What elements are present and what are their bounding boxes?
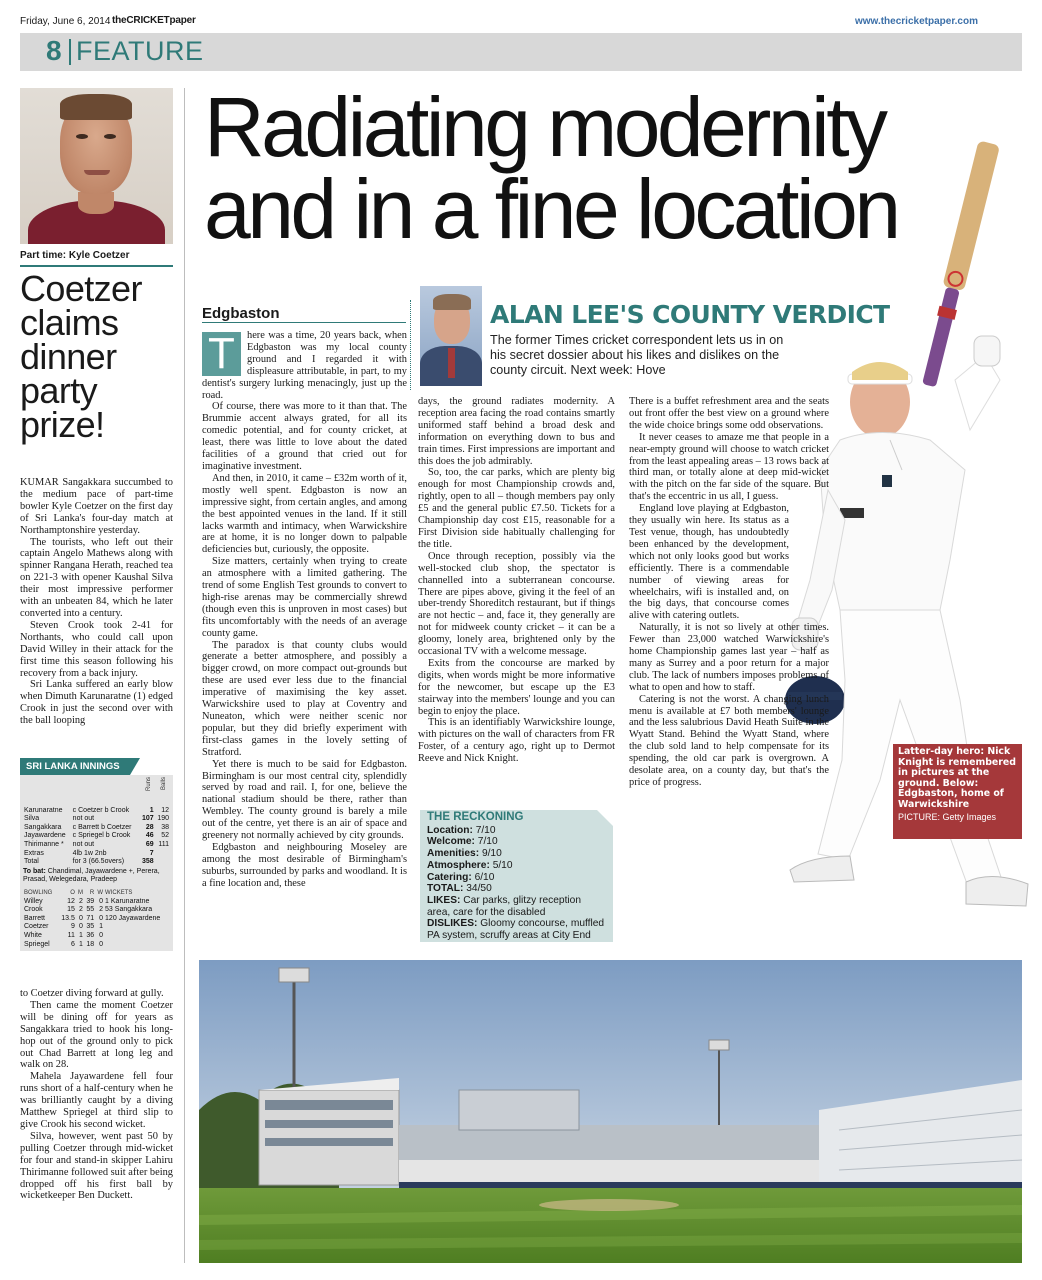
paragraph: to Coetzer diving forward at gully.	[20, 988, 164, 999]
paragraph: Size matters, certainly when trying to create an atmosphere with a limited gathering. The trend of some English Test grounds to convert to high-rise arenas may be commercially shrewd (though even this is unproven in most cases) but fits uncomfortably with the needs of an average county game.	[202, 556, 407, 639]
rating-label: Location:	[427, 824, 473, 836]
bowling-header: WICKETS	[105, 889, 133, 896]
batting-row	[23, 850, 170, 859]
paragraph: The paradox is that county clubs would generate a better atmosphere, and possibly a bigger crowd, on more compact out-grounds but these are used ever less due to the financial imperative of maximising the key asset. Warwickshire used to play at Coventry and Nuneaton, which were neither scenic nor popular, but they did briefly experiment with first-class games in the lovely setting of Stratford.	[202, 639, 407, 758]
section-name: FEATURE	[76, 36, 204, 66]
hero-caption-text: Latter-day hero: Nick Knight is remembered in pictures at the ground. Below: Edgbaston, home of Warwickshire	[898, 746, 1016, 810]
rating-label: Amenities:	[427, 848, 480, 860]
fow-score: 1	[105, 897, 109, 905]
runs-header: Runs	[146, 777, 153, 792]
fow-score: 53	[105, 906, 113, 914]
dismissal: not out	[72, 815, 95, 823]
wickets-taken: 0	[99, 897, 104, 905]
batting-row	[23, 807, 170, 816]
dismissal: c Spriegel b Crook	[72, 832, 131, 840]
maidens: 2	[79, 897, 83, 905]
maidens: 2	[79, 906, 83, 914]
fow-batter: Karunaratne	[110, 897, 150, 905]
paragraph: here was a time, 20 years back, when Edgbaston was my local county ground and I regarded it with displeasure attributable, in part, to my dentist's surgery lurking menacingly, just up the road.	[202, 330, 407, 401]
balls: 12	[161, 806, 169, 814]
likes-label: LIKES:	[427, 894, 461, 906]
rating-value: 5/10	[492, 859, 513, 871]
runs: 107	[142, 815, 154, 823]
page-header	[20, 14, 1022, 30]
headline-line: Radiating modernity	[204, 80, 885, 174]
runs-conceded: 36	[86, 931, 95, 939]
bowling-header: BOWLING	[24, 889, 53, 896]
paragraph: It never ceases to amaze me that people in a near-empty ground will choose to watch cricket from the least appealing areas – 13 rows back at third man, or totally alone at deep mid-wicket with the pitch on the far side of the square. But that's the eccentric in us all, I guess.	[629, 431, 829, 503]
balls: 111	[158, 840, 169, 848]
batter-name: Extras	[24, 849, 44, 857]
paragraph: England love playing at Edgbaston, they usually win here. Its status as a Test venue, though, has undoubtedly been enhanced by the development, which not only looks good but works efficiently. There is a commendable number of viewing areas for wheelchairs, wifi is installed and, on the big days, that concourse comes alive with catering outlets.	[629, 503, 789, 622]
reckoning-title: THE RECKONING	[427, 811, 524, 823]
paragraph: Of course, there was more to it than that. The Brummie accent always grated, for all its comedic potential, and for county cricket, at least, there was little to love about the dated facilities of a ground that cried out for imaginative investment.	[202, 401, 407, 472]
batter-name: Jayawardene	[24, 832, 66, 840]
bowling-row	[23, 898, 170, 907]
sidebar-story-bottom	[20, 988, 173, 1202]
fow-batter: Sangakkara	[114, 906, 153, 914]
bowling-header: O	[70, 889, 75, 896]
sidebar-rule	[20, 265, 173, 267]
wickets-taken: 0	[99, 931, 104, 939]
paragraph: Sri Lanka suffered an early blow when Dimuth Karunaratne (1) edged Crook in just the second over with the ball looping	[20, 679, 173, 727]
maidens: 0	[79, 923, 83, 931]
fall-of-wicket	[104, 898, 170, 907]
fow-batter: Jayawardene	[118, 914, 161, 922]
batter-name: Silva	[24, 815, 40, 823]
reckoning-row	[427, 825, 606, 837]
overs: 11	[67, 931, 75, 939]
bowler-name: Barrett	[24, 914, 46, 922]
column-title: ALAN LEE'S COUNTY VERDICT	[490, 300, 890, 329]
wickets-taken: 2	[99, 906, 104, 914]
rating-value: 7/10	[475, 824, 496, 836]
fall-of-wicket	[104, 906, 170, 915]
article-column-3	[629, 396, 829, 789]
to-bat-list: Chandimal, Jayawardene +, Perera, Prasad, Welegedara, Pradeep	[23, 867, 160, 884]
batting-table	[23, 777, 170, 867]
likes-text: Car parks, glitzy reception area, care for the disabled	[427, 894, 582, 918]
bowling-row	[23, 923, 170, 932]
reckoning-row	[427, 872, 606, 884]
sidebar-headline: Coetzer claims dinner party prize!	[20, 268, 142, 445]
scorecard	[20, 758, 173, 951]
maidens: 1	[79, 931, 83, 939]
bowling-header: W	[97, 889, 104, 896]
paragraph: Silva, however, went past 50 by pulling Coetzer through mid-wicket for four and stand-in skipper Lahiru Thirimanne followed suit after being dropped off his first ball by wicketkeeper Ben Duckett.	[20, 1130, 173, 1202]
article-kicker: Edgbaston	[202, 305, 280, 322]
paragraph: Naturally, it is not so lively at other times. Fewer than 23,000 watched Warwickshire's home Championship games last year – half as many as Surrey and a poor return for a major club. The lack of numbers imposes problems of what to open and how to staff.	[629, 622, 829, 693]
reckoning-row	[427, 860, 606, 872]
overs: 12	[67, 897, 75, 905]
article-column-2	[418, 396, 615, 765]
batting-row	[23, 832, 170, 841]
picture-credit: PICTURE: Getty Images	[898, 811, 997, 822]
column-divider	[184, 88, 185, 1263]
overs: 15	[67, 906, 75, 914]
wickets-taken: 0	[99, 914, 104, 922]
bowling-row	[23, 915, 170, 924]
maidens: 0	[79, 914, 83, 922]
dislikes-text: Gloomy concourse, muffled PA system, scruffy areas at City End	[427, 918, 605, 942]
runs-conceded: 39	[86, 897, 95, 905]
article-column-1	[202, 330, 407, 890]
runs-conceded: 71	[86, 914, 95, 922]
masthead: theCRICKETpaper	[112, 15, 196, 26]
dismissal: not out	[72, 840, 95, 848]
batter-name: Sangakkara	[24, 823, 62, 831]
overs: 13.5	[61, 914, 75, 922]
dismissal: c Barrett b Coetzer	[72, 823, 132, 831]
overs: 9	[70, 923, 75, 931]
rating-value: 9/10	[481, 848, 502, 860]
batter-name: Total	[24, 858, 39, 866]
dismissal: c Coetzer b Crook	[72, 806, 130, 814]
kicker-rule	[202, 322, 406, 323]
paragraph: Exits from the concourse are marked by digits, when words might be more informative for the newcomer, but escape up the E3 stairway into the members' lounge and you can begin to enjoy the place.	[418, 657, 615, 717]
dislikes-label: DISLIKES:	[427, 918, 478, 930]
dismissal: 4lb 1w 2nb	[72, 849, 107, 857]
reckoning-row	[427, 883, 606, 895]
paragraph: Once through reception, possibly via the well-stocked club shop, the spectator is channelled into a subterranean concourse. There are pipes above, giving it the feel of an uber-trendy Shoreditch restaurant, but if things are not hectic – and, face it, they generally are not for midweek county cricket – it can be a gloomy, lonely area, brightened only by the occasional TV with a welcome message.	[418, 550, 615, 658]
hero-caption	[893, 744, 1022, 839]
runs: 69	[145, 840, 154, 848]
rating-value: 6/10	[474, 871, 495, 883]
rating-label: Catering:	[427, 871, 472, 883]
runs: 7	[149, 849, 154, 857]
paragraph: Then came the moment Coetzer will be dining off for years as Sangakkara tried to hook his long-hop out of the ground only to pick out Chad Barrett at long leg and walk on 28.	[20, 999, 173, 1071]
photo-caption: Part time: Kyle Coetzer	[20, 250, 130, 261]
bowling-row	[23, 941, 170, 950]
dismissal: for 3 (66.5overs)	[72, 858, 125, 866]
runs-conceded: 18	[86, 940, 95, 948]
paragraph: So, too, the car parks, which are plenty big enough for most Championship crowds and, rightly, open to all – though members pay only £5 and the general public £7.50. Tickets for a Championship day cost £15, reasonable for a First Division side habitually challenging for the title.	[418, 467, 615, 550]
batting-row	[23, 841, 170, 850]
paragraph: This is an identifiably Warwickshire lounge, with pictures on the wall of characters from FR Foster, of a century ago, right up to Dermot Reeve and Nick Knight.	[418, 717, 615, 765]
wickets-taken: 0	[99, 940, 104, 948]
paragraph: days, the ground radiates modernity. A reception area facing the road contains smartly uniformed staff behind a broad desk and information on everything down to bus and train times. First impressions are important and this does the job admirably.	[418, 396, 615, 467]
reckoning-row	[427, 848, 606, 860]
reckoning-box	[420, 810, 613, 942]
byline-divider	[410, 300, 411, 390]
page-number: 8	[46, 35, 62, 66]
rating-label: Welcome:	[427, 836, 475, 848]
section-divider	[69, 39, 71, 65]
section-banner	[20, 33, 1022, 71]
bowler-name: Spriegel	[24, 940, 50, 948]
fow-score: 120	[105, 914, 117, 922]
batter-name: Thirimanne *	[24, 840, 64, 848]
balls: 52	[161, 832, 169, 840]
bowler-name: Coetzer	[24, 923, 49, 931]
balls: 190	[157, 815, 169, 823]
balls: 38	[161, 823, 169, 831]
bowler-name: Willey	[24, 897, 43, 905]
paragraph: The tourists, who left out their captain Angelo Mathews along with spinner Rangana Herath, reached tea on 221-3 with opener Kaushal Silva their most impressive performer with an unbeaten 84, which he later converted into a century.	[20, 536, 173, 619]
edgbaston-stadium-photo	[199, 960, 1022, 1263]
website-url[interactable]: www.thecricketpaper.com	[854, 16, 978, 27]
column-standfirst: The former Times cricket correspondent lets us in on his secret dossier about his likes and dislikes on the county circuit. Next week: Hove	[490, 333, 784, 377]
bowling-row	[23, 932, 170, 941]
headline-line: and in a fine location	[204, 162, 898, 256]
runs: 28	[145, 823, 154, 831]
balls	[155, 850, 170, 859]
rating-value: 34/50	[466, 883, 492, 895]
paragraph: Steven Crook took 2-41 for Northants, who could call upon David Willey in their attack for the first time this season following his recovery from a back injury.	[20, 619, 173, 679]
runs: 1	[149, 806, 154, 814]
runs: 46	[145, 832, 154, 840]
paragraph: Catering is not the worst. A changing lunch menu is available at £7 both members' lounge and the less salubrious David Heath Suite in the Wyatt Stand. Behind the Wyatt Stand, where the club sold land to help compensate for its spending, the old car park is overgrown. A desolate area, on a county day, but that's the price of progress.	[629, 693, 829, 788]
batter-name: Karunaratne	[24, 806, 63, 814]
paragraph: Mahela Jayawardene fell four runs short of a half-century when he was brilliantly caught by a diving Matthew Spriegel at third slip to give Crook his second wicket.	[20, 1071, 173, 1130]
to-bat-label: To bat:	[23, 867, 46, 875]
rating-label: TOTAL:	[427, 883, 464, 895]
coetzer-photo	[20, 88, 173, 244]
bowling-header: M	[77, 889, 83, 896]
paragraph: KUMAR Sangakkara succumbed to the medium pace of part-time bowler Kyle Coetzer on the first day of Sri Lanka's four-day match at Northamptonshire yesterday.	[20, 477, 173, 536]
drop-cap: T	[202, 332, 241, 376]
alan-lee-photo	[420, 286, 482, 386]
balls-header: Balls	[161, 777, 168, 791]
reckoning-row	[427, 836, 606, 848]
rating-label: Atmosphere:	[427, 859, 490, 871]
balls	[155, 858, 170, 867]
bowling-table	[23, 889, 170, 949]
bowler-name: White	[24, 931, 42, 939]
bowling-row	[23, 906, 170, 915]
runs-conceded: 35	[86, 923, 95, 931]
issue-date: Friday, June 6, 2014	[20, 16, 111, 27]
batting-row	[23, 858, 170, 867]
bowling-header: R	[89, 889, 95, 896]
paragraph: Edgbaston and neighbouring Moseley are among the most desirable of Birmingham's suburbs, surrounded by parks and woodland. It is a fine location and, these	[202, 841, 407, 889]
fall-of-wicket	[104, 915, 170, 924]
wickets-taken: 1	[99, 923, 104, 931]
runs-conceded: 55	[86, 906, 95, 914]
paragraph: Yet there is much to be said for Edgbaston. Birmingham is our most central city, splendidly served by road and rail. I, for one, believe the national stadium should be there, rather than Wembley. The county ground is barely a mile out of the centre, yet there is an air of space and greenery not normally achieved by city grounds.	[202, 758, 407, 842]
runs: 358	[142, 858, 154, 866]
bowler-name: Crook	[24, 906, 43, 914]
maidens: 1	[79, 940, 83, 948]
batting-row	[23, 815, 170, 824]
rating-value: 7/10	[477, 836, 498, 848]
paragraph: There is a buffet refreshment area and the seats out front offer the best view on a ground where the wide choice brings some odd observations.	[629, 396, 829, 431]
sidebar-story-top	[20, 477, 173, 727]
paragraph: And then, in 2010, it came – £32m worth of it, mostly well spent. Edgbaston is now an impressive sight, from certain angles, and among the best appointed venues in the land. If it still lacks warmth and intimacy, when Warwickshire are at home, it is no longer down to palpable deficiencies but, curiously, the opposite.	[202, 472, 407, 556]
scorecard-title: SRI LANKA INNINGS	[20, 758, 130, 775]
batting-row	[23, 824, 170, 833]
overs: 6	[70, 940, 75, 948]
